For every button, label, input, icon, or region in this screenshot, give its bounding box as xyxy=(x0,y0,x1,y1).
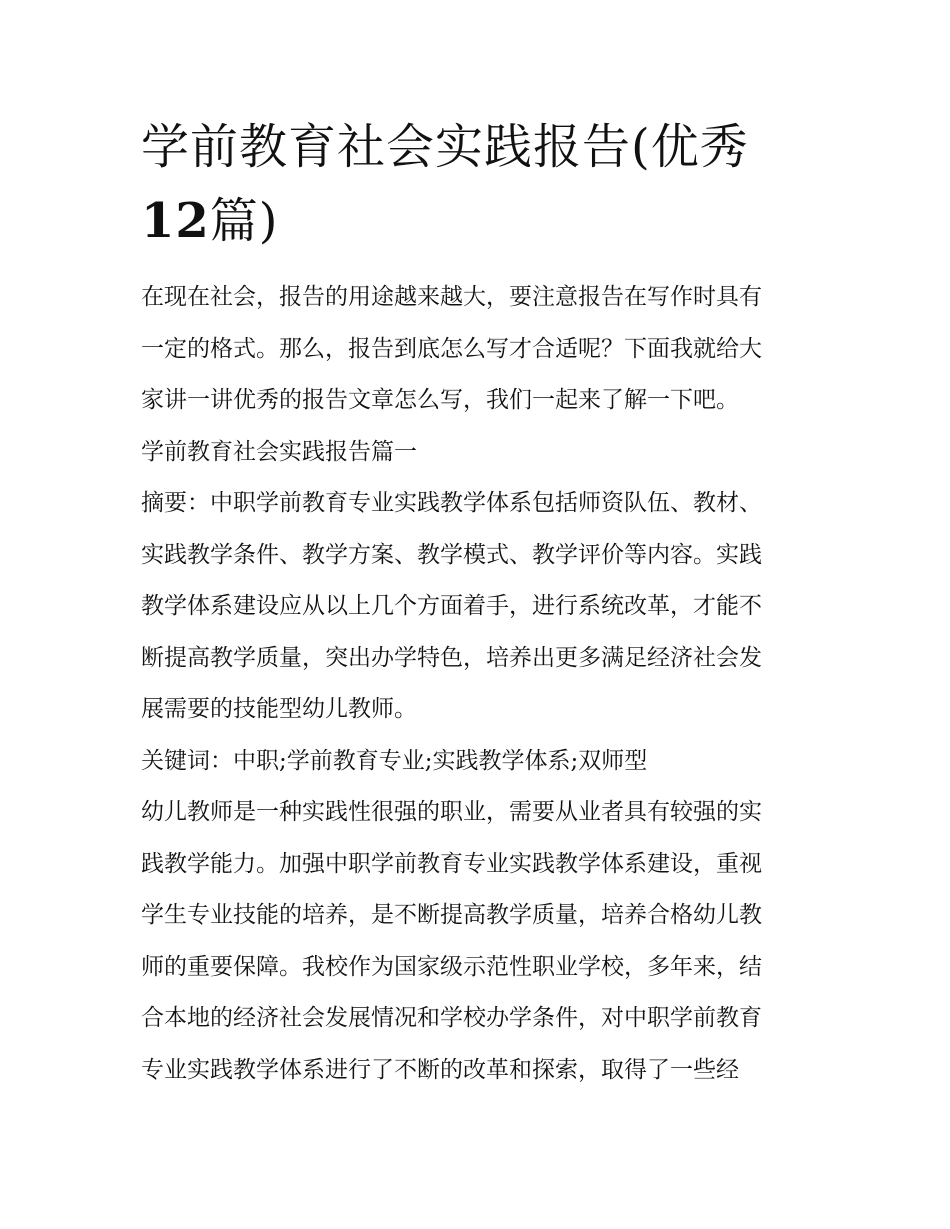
paragraph-line: 师的重要保障。我校作为国家级示范性职业学校，多年来，结 xyxy=(141,953,762,980)
title-line-2: 篇) xyxy=(209,193,279,249)
paragraph-line: 合本地的经济社会发展情况和学校办学条件，对中职学前教育 xyxy=(141,1005,762,1031)
intro-line: 一定的格式。那么，报告到底怎么写才合适呢？下面我就给大 xyxy=(141,335,762,362)
paragraph-line: 学生专业技能的培养，是不断提高教学质量，培养合格幼儿教 xyxy=(141,902,762,928)
section-heading: 学前教育社会实践报告篇一 xyxy=(141,438,417,465)
document-title xyxy=(141,110,816,258)
document-body xyxy=(141,272,816,1096)
document-page xyxy=(141,110,816,1096)
abstract-line: 摘要：中职学前教育专业实践教学体系包括师资队伍、教材、 xyxy=(141,490,762,516)
abstract-line: 实践教学条件、教学方案、教学模式、教学评价等内容。实践 xyxy=(141,541,762,568)
abstract-line: 教学体系建设应从以上几个方面着手，进行系统改革，才能不 xyxy=(141,593,762,619)
paragraph-line: 幼儿教师是一种实践性很强的职业，需要从业者具有较强的实 xyxy=(141,799,762,825)
title-number: 12 xyxy=(141,193,210,249)
intro-line: 在现在社会，报告的用途越来越大，要注意报告在写作时具有 xyxy=(141,284,762,310)
paragraph-line: 践教学能力。加强中职学前教育专业实践教学体系建设，重视 xyxy=(141,850,762,877)
keywords-line: 关键词：中职;学前教育专业;实践教学体系;双师型 xyxy=(141,747,648,774)
abstract-line: 展需要的技能型幼儿教师。 xyxy=(141,696,417,722)
paragraph-line: 专业实践教学体系进行了不断的改革和探索，取得了一些经 xyxy=(141,1056,739,1083)
intro-line: 家讲一讲优秀的报告文章怎么写，我们一起来了解一下吧。 xyxy=(141,387,739,413)
abstract-line: 断提高教学质量，突出办学特色，培养出更多满足经济社会发 xyxy=(141,644,762,671)
title-line-1: 学前教育社会实践报告(优秀 xyxy=(141,119,749,175)
